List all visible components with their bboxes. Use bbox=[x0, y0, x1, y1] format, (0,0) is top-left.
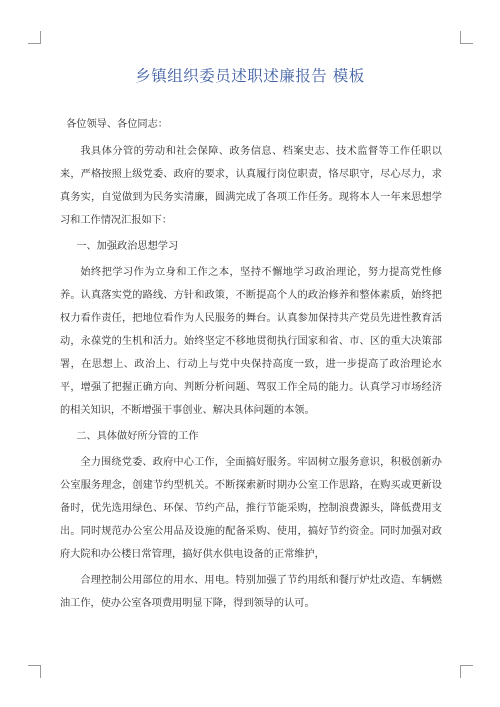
section-2-paragraph-1: 全力围绕党委、政府中心工作，全面搞好服务。牢固树立服务意识，积极创新办公室服务理念，创建节约型机关。不断探索新时期办公室工作思路，在购买或更新设备时，优先选用绿色、环保、节约产品，推行节能采购，控制浪费源头，降低费用支出。同时规范办公室公用品及设施的配备采购、使用，搞好节约资金。同时加强对政府大院和办公楼日常管理，搞好供水供电设备的正常维护， bbox=[60, 457, 442, 560]
section-1-paragraph: 始终把学习作为立身和工作之本，坚持不懈地学习政治理论，努力提高党性修养。认真落实党的路线、方针和政策，不断提高个人的政治修养和整体素质，始终把权力看作责任，把地位看作为人民服务的舞台。认真参加保持共产党员先进性教育活动，永葆党的生机和活力。始终坚定不移地贯彻执行国家和省、市、区的重大决策部署，在思想上、政治上、行动上与党中央保持高度一致，进一步提高了政治理论水平，增强了把握正确方向、判断分析问题、驾驭工作全局的能力。认真学习市场经济的相关知识，不断增强干事创业、解决具体问题的本领。 bbox=[60, 267, 442, 416]
section-heading-1: 一、加强政治思想学习 bbox=[76, 241, 179, 252]
section-2-paragraph-2: 合理控制公用部位的用水、用电。特别加强了节约用纸和餐厅炉灶改造、车辆燃油工作，使办公室各项费用明显下降，得到领导的认可。 bbox=[60, 575, 442, 609]
intro-paragraph: 我具体分管的劳动和社会保障、政务信息、档案史志、技术监督等工作任职以来，严格按照上级党委、政府的要求，认真履行岗位职责，恪尽职守，尽心尽力，求真务实，自觉做到为民务实清廉，圆满完成了各项工作任务。现将本人一年来思想学习和工作情况汇报如下： bbox=[60, 146, 442, 226]
document-title: 乡镇组织委员述职述廉报告 模板 bbox=[135, 67, 365, 85]
document-body bbox=[60, 113, 442, 618]
salutation: 各位领导、各位同志： bbox=[66, 119, 168, 130]
crop-mark-bottom-left bbox=[28, 665, 41, 678]
crop-mark-bottom-right bbox=[460, 665, 473, 678]
section-heading-2: 二、具体做好所分管的工作 bbox=[76, 431, 199, 442]
crop-mark-top-right bbox=[460, 31, 473, 44]
crop-mark-top-left bbox=[28, 31, 41, 44]
